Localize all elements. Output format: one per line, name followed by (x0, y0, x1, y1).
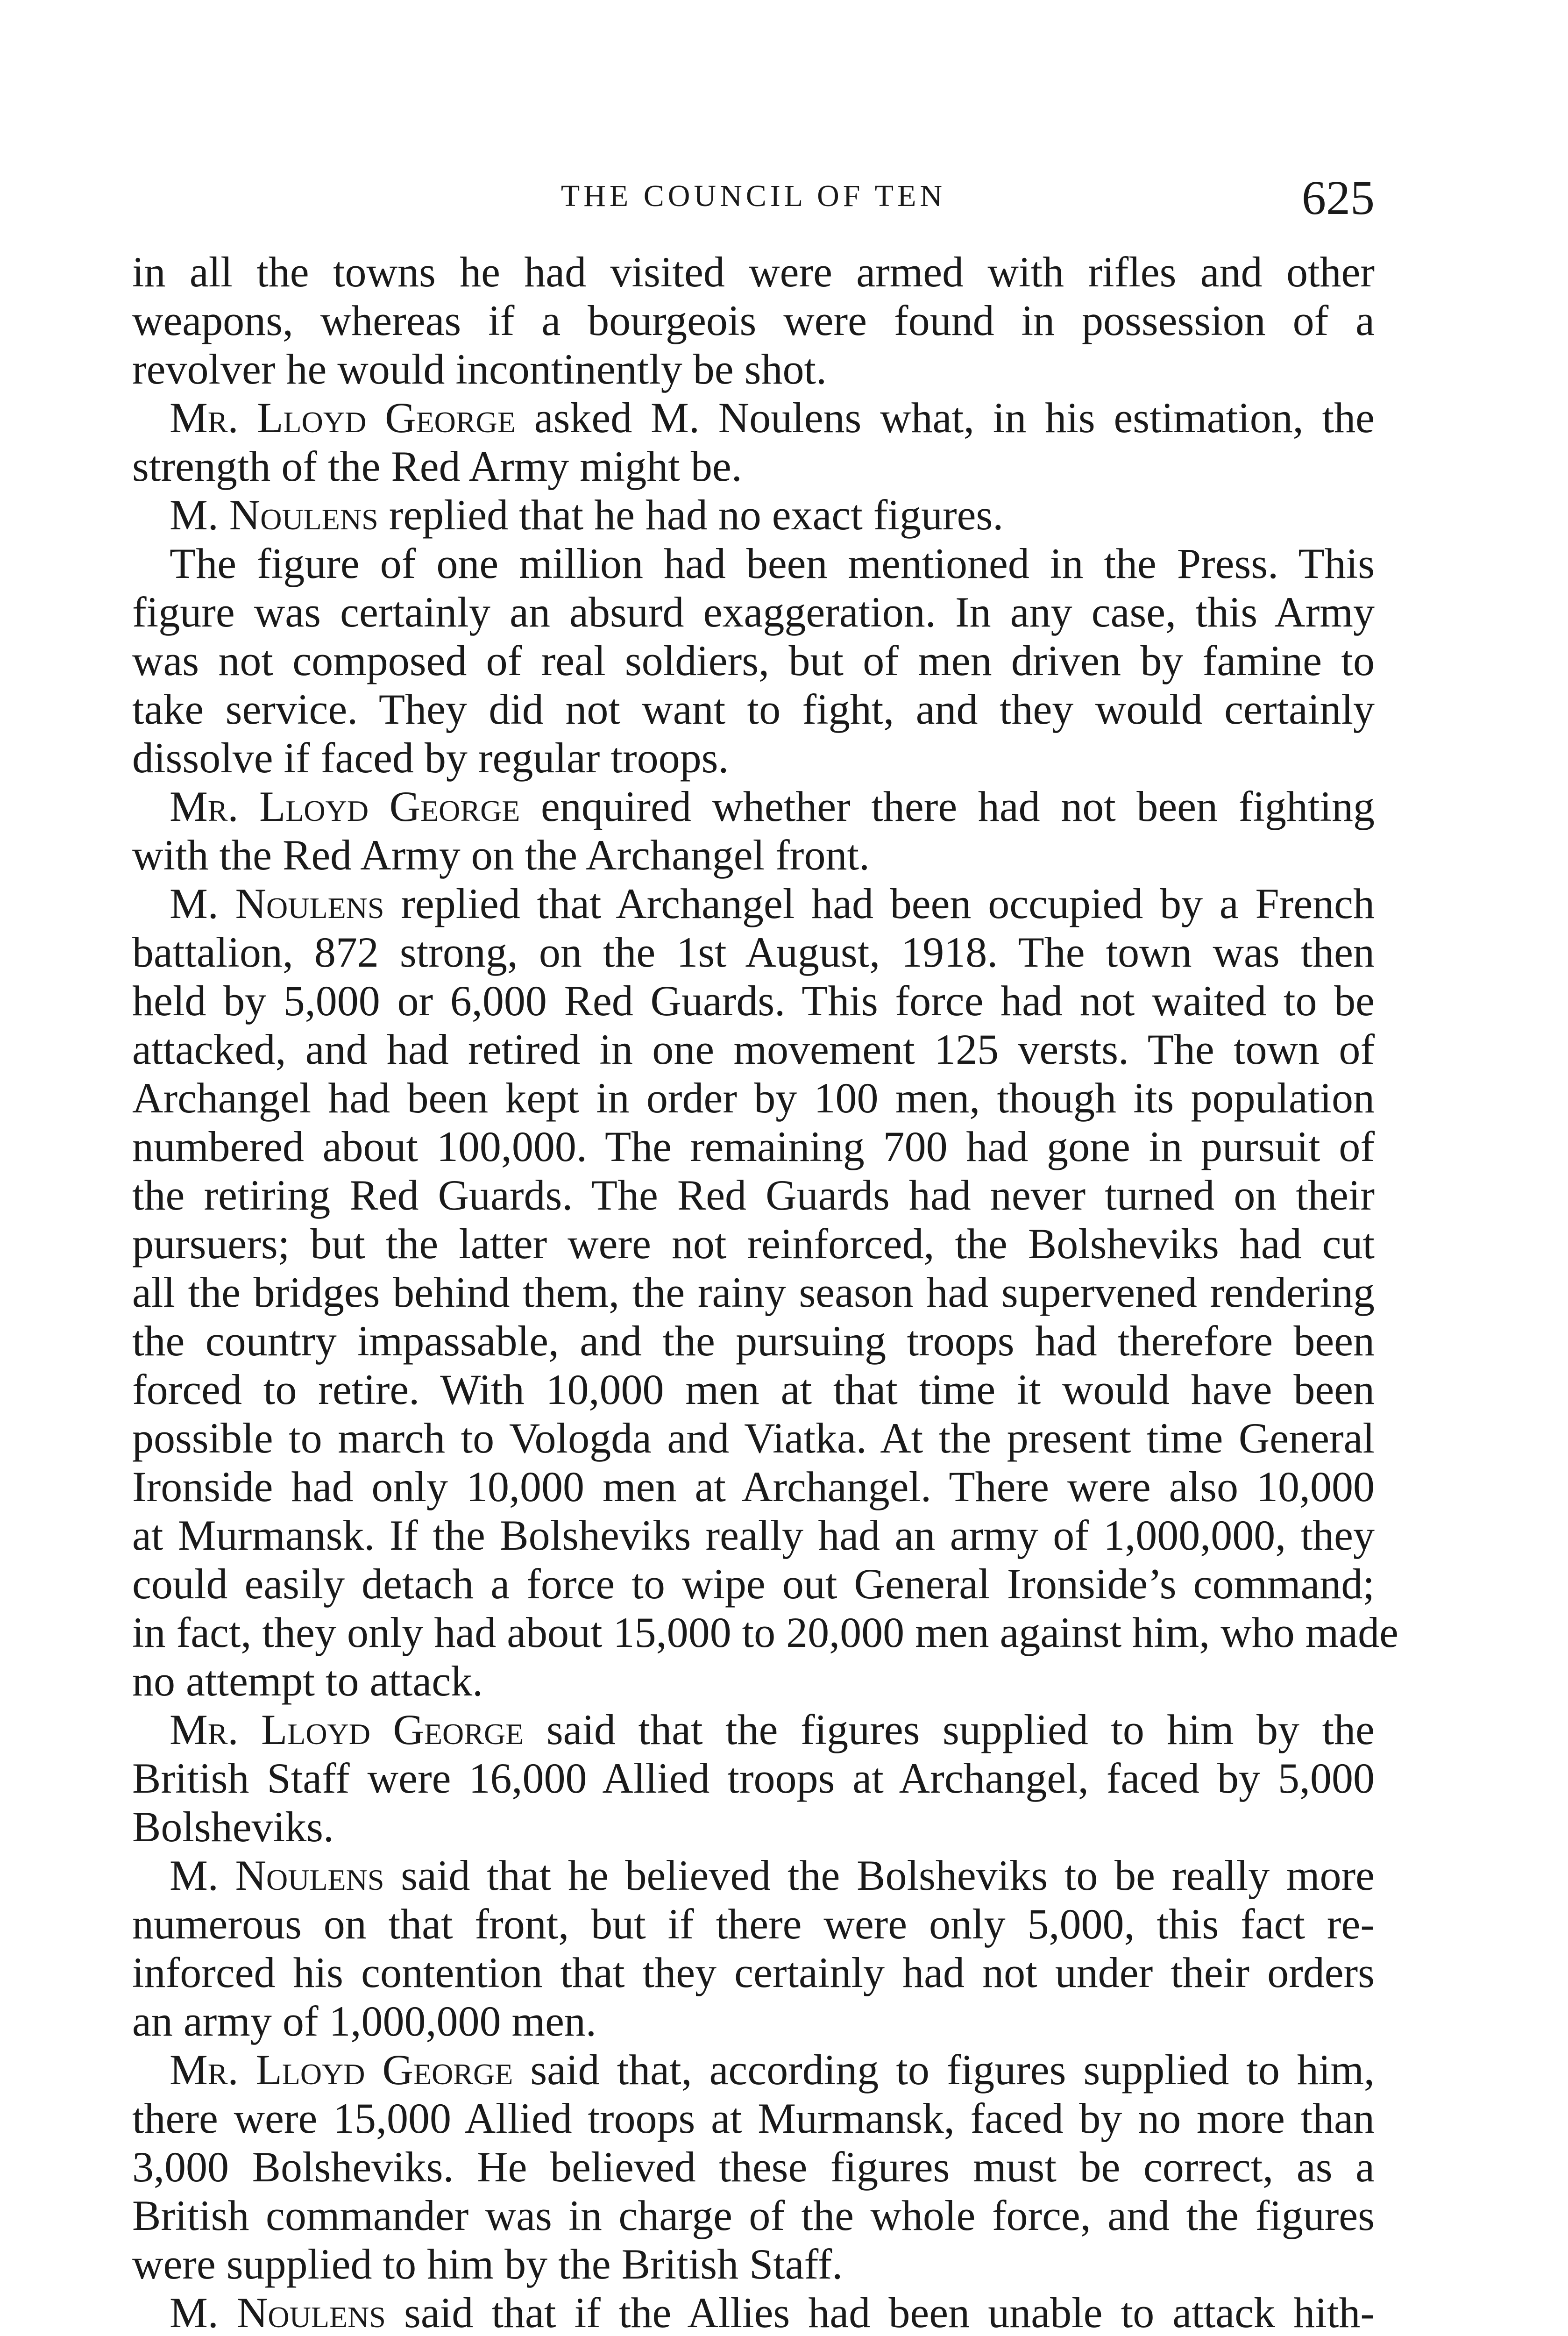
text-line (132, 1074, 1375, 1122)
text-run: replied that Archangel had been occupied by a French (384, 880, 1375, 927)
text-line (132, 1948, 1375, 1997)
text-run: the retiring Red Guards. The Red Guards had never turned on their (132, 1171, 1375, 1219)
text-run: possible to march to Vologda and Viatka. At the present time General (132, 1414, 1375, 1462)
text-line (132, 685, 1375, 734)
speaker-name: M. Noulens (170, 1852, 384, 1899)
text-run: forced to retire. With 10,000 men at that time it would have been (132, 1366, 1375, 1413)
text-run: take service. They did not want to fight, and they would certainly (132, 685, 1375, 733)
text-run: attacked, and had retired in one movement 125 versts. The town of (132, 1026, 1375, 1073)
text-run: Ironside had only 10,000 men at Archangel. There were also 10,000 (132, 1463, 1375, 1510)
text-run: in all the towns he had visited were armed with rifles and other (132, 248, 1375, 296)
text-run: Bolsheviks. (132, 1803, 334, 1851)
text-line (132, 1997, 1375, 2045)
text-run: numbered about 100,000. The remaining 700 had gone in pursuit of (132, 1123, 1375, 1170)
text-run: dissolve if faced by regular troops. (132, 734, 729, 782)
text-run: said that if the Allies had been unable to attack hith- (385, 2289, 1375, 2336)
text-line (132, 1414, 1375, 1462)
text-line (132, 393, 1375, 442)
text-line (132, 1900, 1375, 1948)
text-line (132, 879, 1375, 928)
text-line (132, 491, 1375, 539)
speaker-name: Mr. Lloyd George (170, 1706, 524, 1753)
text-run: there were 15,000 Allied troops at Murmansk, faced by no more than (132, 2094, 1375, 2142)
text-line (132, 1511, 1375, 1560)
speaker-name: Mr. Lloyd George (170, 394, 516, 442)
text-line (132, 831, 1375, 879)
text-run: held by 5,000 or 6,000 Red Guards. This force had not waited to be (132, 977, 1375, 1025)
text-line (132, 928, 1375, 976)
speaker-name: M. Noulens (170, 2289, 386, 2336)
text-line (132, 248, 1375, 296)
text-line (132, 734, 1375, 782)
text-line (132, 1268, 1375, 1317)
text-line (132, 345, 1375, 393)
text-line (132, 2143, 1375, 2191)
text-line (132, 782, 1375, 831)
text-run: numerous on that front, but if there were only 5,000, this fact re- (132, 1900, 1375, 1948)
speaker-name: M. Noulens (170, 880, 384, 927)
text-run: were supplied to him by the British Staff. (132, 2240, 843, 2288)
text-line (132, 296, 1375, 345)
text-line (132, 1122, 1375, 1171)
text-run: said that the figures supplied to him by the (524, 1706, 1375, 1753)
page-number: 625 (1302, 171, 1375, 225)
text-line (132, 1802, 1375, 1851)
text-run: an army of 1,000,000 men. (132, 1997, 596, 2045)
text-run: said that, according to figures supplied to him, (513, 2046, 1375, 2094)
text-run: asked M. Noulens what, in his estimation, the (515, 394, 1375, 442)
text-line (132, 1705, 1375, 1754)
text-line (132, 1025, 1375, 1074)
text-run: figure was certainly an absurd exaggeration. In any case, this Army (132, 588, 1375, 636)
text-line (132, 2191, 1375, 2240)
text-run: British Staff were 16,000 Allied troops at Archangel, faced by 5,000 (132, 1754, 1375, 1802)
text-run: 3,000 Bolsheviks. He believed these figures must be correct, as a (132, 2143, 1375, 2191)
page-header (132, 173, 1375, 224)
text-run: strength of the Red Army might be. (132, 442, 742, 490)
text-run: British commander was in charge of the whole force, and the figures (132, 2192, 1375, 2239)
text-run: revolver he would incontinently be shot. (132, 345, 827, 393)
body-text (132, 248, 1398, 2336)
text-run: the country impassable, and the pursuing troops had therefore been (132, 1317, 1375, 1365)
text-run: The figure of one million had been mentioned in the Press. This (170, 540, 1375, 587)
text-line (132, 1365, 1375, 1414)
text-line (132, 1317, 1375, 1365)
speaker-name: Mr. Lloyd George (170, 2046, 513, 2094)
text-run: with the Red Army on the Archangel front. (132, 831, 870, 879)
text-line (132, 1754, 1375, 1802)
text-run: said that he believed the Bolsheviks to be really more (384, 1852, 1375, 1899)
text-line (132, 588, 1375, 636)
text-line (132, 1462, 1375, 1511)
text-line (132, 1171, 1375, 1219)
running-title: THE COUNCIL OF TEN (561, 179, 946, 213)
text-line (132, 2094, 1375, 2143)
text-line (132, 2045, 1375, 2094)
text-line (132, 1851, 1375, 1900)
text-line (132, 1657, 1375, 1705)
text-run: inforced his contention that they certainly had not under their orders (132, 1949, 1375, 1996)
text-run: weapons, whereas if a bourgeois were found in possession of a (132, 297, 1375, 344)
text-run: all the bridges behind them, the rainy season had supervened rendering (132, 1268, 1375, 1316)
text-run: no attempt to attack. (132, 1657, 483, 1705)
text-run: replied that he had no exact figures. (378, 491, 1004, 539)
text-line (132, 976, 1375, 1025)
text-run: enquired whether there had not been fighting (520, 783, 1375, 830)
text-run: battalion, 872 strong, on the 1st August, 1918. The town was then (132, 928, 1375, 976)
text-run: could easily detach a force to wipe out General Ironside’s command; (132, 1560, 1375, 1608)
text-line (132, 1219, 1375, 1268)
text-run: at Murmansk. If the Bolsheviks really had an army of 1,000,000, they (132, 1511, 1375, 1559)
text-line (132, 1608, 1398, 1657)
text-run: pursuers; but the latter were not reinforced, the Bolsheviks had cut (132, 1220, 1375, 1268)
text-run: in fact, they only had about 15,000 to 20,000 men against him, who made (132, 1609, 1398, 1656)
text-line (132, 2288, 1375, 2336)
speaker-name: M. Noulens (170, 491, 378, 539)
speaker-name: Mr. Lloyd George (170, 783, 520, 830)
text-line (132, 2240, 1375, 2288)
text-line (132, 1560, 1375, 1608)
text-line (132, 442, 1375, 491)
text-run: Archangel had been kept in order by 100 men, though its population (132, 1074, 1375, 1122)
text-line (132, 636, 1375, 685)
text-line (132, 539, 1375, 588)
text-run: was not composed of real soldiers, but of men driven by famine to (132, 637, 1375, 684)
